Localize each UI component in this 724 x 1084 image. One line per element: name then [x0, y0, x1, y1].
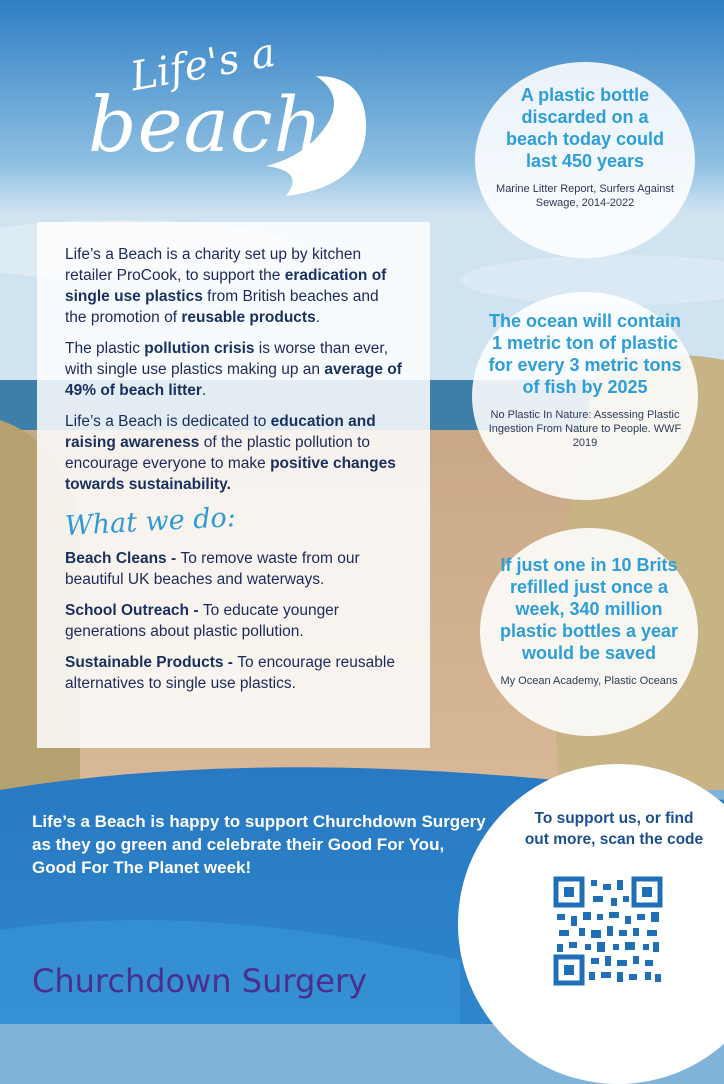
activity-item: Beach Cleans - To remove waste from our beautiful UK beaches and waterways. [65, 550, 360, 588]
fact-circle-2 [472, 292, 698, 500]
support-message: Life’s a Beach is happy to support Churchdown Surgery as they go green and celebrate their Good For You, Good For The Planet week! [32, 812, 486, 877]
fact-source: No Plastic In Nature: Assessing Plastic Ingestion From Nature to People. WWF 2019 [488, 409, 682, 449]
churchdown-surgery-logo: Churchdown Surgery [32, 962, 368, 1000]
lifes-a-beach-logo [80, 29, 390, 210]
fact-circle-3 [480, 528, 698, 736]
qr-code-icon[interactable] [553, 876, 663, 986]
fact-stat: If just one in 10 Brits refilled just once a week, 340 million plastic bottles a year would be saved [499, 555, 679, 663]
intro-paragraph-1: Life’s a Beach is a charity set up by kitchen retailer ProCook, to support the eradication of single use plastics from British beaches and the promotion of reusable products. [65, 246, 387, 326]
wave-icon [266, 66, 376, 206]
what-we-do-heading: What we do: [64, 502, 237, 542]
fact-stat: A plastic bottle discarded on a beach today could last 450 years [505, 85, 665, 171]
fact-source: Marine Litter Report, Surfers Against Sewage, 2014-2022 [496, 183, 674, 209]
qr-caption: To support us, or find out more, scan the code [524, 810, 704, 848]
intro-paragraph-2: The plastic pollution crisis is worse than ever, with single use plastics making up an average of 49% of beach litter. [65, 340, 402, 399]
logo-text-main: beach [88, 80, 324, 169]
activity-item: School Outreach - To educate younger generations about plastic pollution. [65, 602, 339, 640]
fact-stat: The ocean will contain 1 metric ton of plastic for every 3 metric tons of fish by 2025 [488, 311, 682, 397]
fact-circle-1 [475, 62, 695, 258]
fact-source: My Ocean Academy, Plastic Oceans [500, 675, 678, 687]
logo-text-top: Life's a [127, 29, 279, 101]
intro-paragraph-3: Life’s a Beach is dedicated to education and raising awareness of the plastic pollution to encourage everyone to make positive changes towards sustainability. [65, 413, 396, 493]
intro-panel [37, 222, 430, 748]
activity-item: Sustainable Products - To encourage reusable alternatives to single use plastics. [65, 654, 395, 692]
